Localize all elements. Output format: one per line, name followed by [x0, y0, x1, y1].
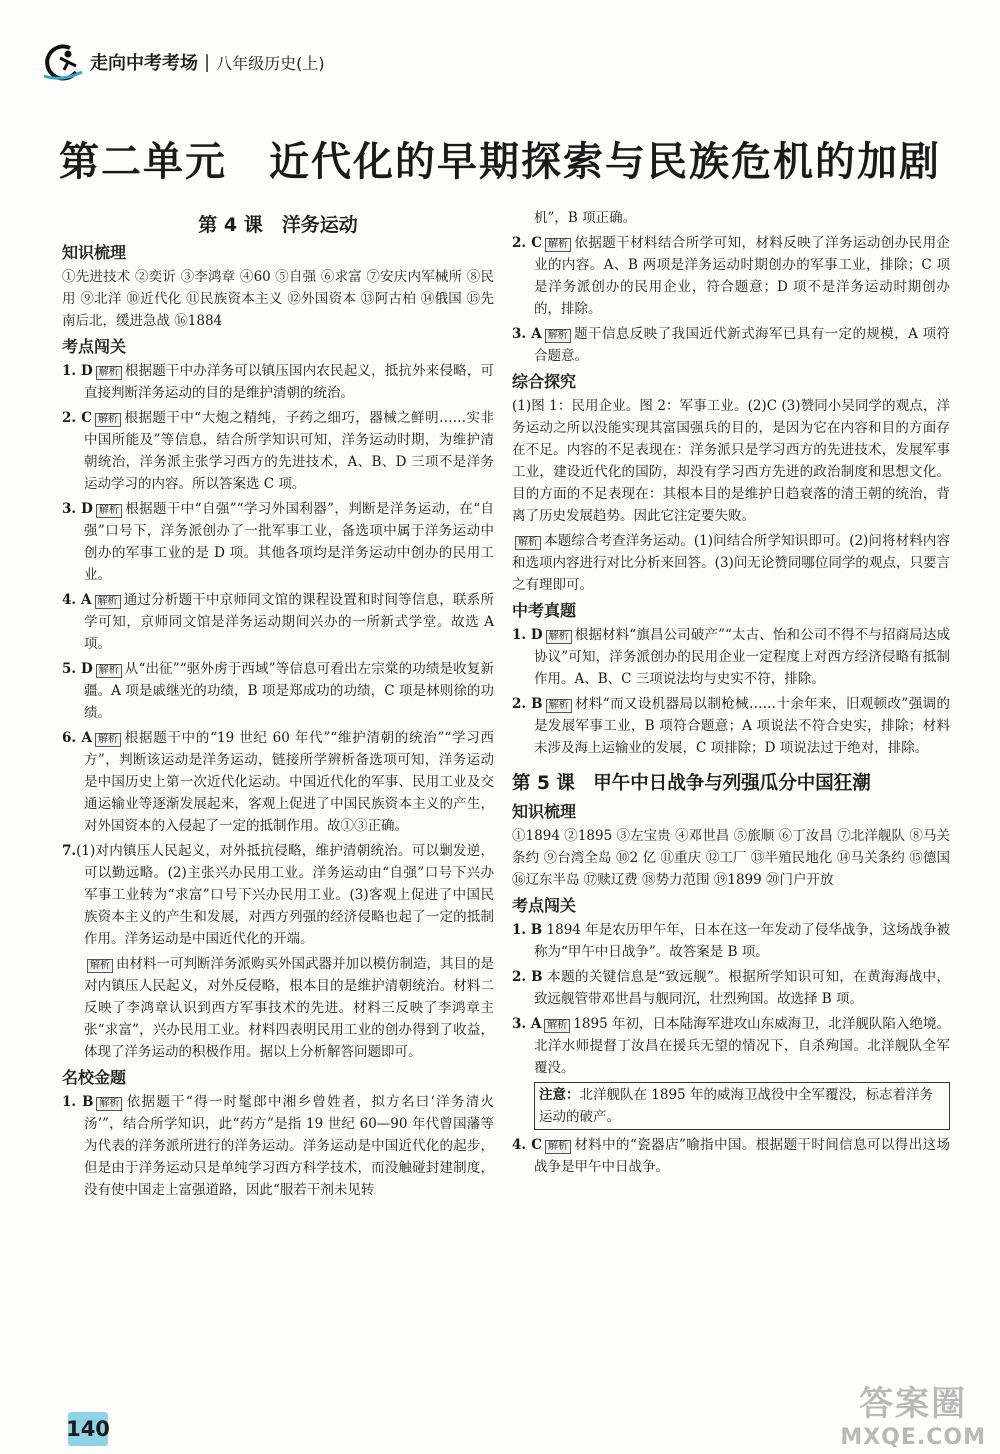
unit-title: 第二单元 近代化的早期探索与民族危机的加剧	[59, 139, 941, 185]
answer-text: 依据题干“得一时髦郎中湘乡曾姓者，拟方名曰‘洋务清火汤’”，结合所学知识，此“药方”是指 19 世纪 60—90 年代曾国藩等为代表的洋务派所进行的洋务运动。洋务运动是中国近代化的起步，但是由于洋务运动只是单纯学习西方科学技术，而没触碰封建制度，没有使中国走上富强道路，因此“服若干剂未见转	[84, 1094, 494, 1198]
school-heading: 名校金题	[62, 1068, 127, 1087]
answer-item	[62, 658, 494, 724]
explore-analysis	[512, 530, 950, 596]
answer-item	[512, 966, 950, 1010]
answer-text: 从“出征”“驱外虏于西域”等信息可看出左宗棠的功绩是收复新疆。A 项是戚继光的功绩，B 项是郑成功的功绩，C 项是林则徐的功绩。	[84, 661, 494, 721]
header-separator: |	[204, 51, 211, 73]
answer-item	[512, 1134, 950, 1178]
answer-number: 7.	[62, 843, 77, 859]
answer-text: 材料中的“瓷器店”喻指中国。根据题干时间信息可以得出这场战争是甲午中日战争。	[534, 1137, 950, 1175]
answer-number: 1. D	[512, 627, 543, 643]
knowledge-heading: 知识梳理	[62, 243, 127, 262]
continued-text: 机”，B 项正确。	[534, 210, 637, 226]
answer-text: 根据题干中“大炮之精纯，子药之细巧，器械之鲜明……实非中国所能及”等信息，结合所学知识可知，洋务运动时期，为维护清朝统治，洋务派主张学习西方的先进技术，A、B、D 三项不是洋务运动学习的内容。所以答案选 C 项。	[84, 410, 494, 492]
answer-item	[62, 498, 494, 586]
answer-number: 3. D	[62, 501, 93, 517]
analysis-tag: 解析	[545, 1140, 571, 1154]
answer-text: 本题的关键信息是“致远舰”。根据所学知识可知，在黄海海战中，致远舰管带邓世昌与舰同沉，壮烈殉国。故选择 B 项。	[534, 969, 950, 1007]
analysis-tag: 解析	[96, 664, 122, 678]
answer-item-7	[62, 840, 494, 950]
note-label: 注意：	[539, 1087, 580, 1103]
answer-number: 2. B	[512, 696, 543, 712]
analysis-tag: 解析	[87, 959, 113, 973]
answer-text: 材料“而又设机器局以制枪械……十余年来，旧观顿改”强调的是发展军事工业，B 项符合题意；A 项说法不符合史实，排除；材料未涉及海上运输业的发展，C 项排除；D 项说法过于绝对，排除。	[534, 696, 950, 756]
answer-item	[62, 1091, 494, 1201]
answer-text: 1895 年初，日本陆海军进攻山东威海卫，北洋舰队陷入绝境。北洋水师提督丁汝昌在援兵无望的情况下，自杀殉国。北洋舰队全军覆没。	[534, 1016, 950, 1076]
answer-item	[512, 1013, 950, 1079]
answer-item	[62, 360, 494, 404]
answer-number: 3. A	[512, 326, 542, 342]
analysis-tag: 解析	[544, 1019, 570, 1033]
answer-item	[512, 919, 950, 963]
analysis-tag: 解析	[96, 366, 122, 380]
answer-item	[512, 232, 950, 320]
answer-number: 6. A	[62, 730, 92, 746]
answer-number: 5. D	[62, 661, 93, 677]
right-column	[512, 207, 950, 1181]
answer-number: 1. D	[62, 363, 93, 379]
answer-item	[512, 693, 950, 759]
answer-number: 2. C	[512, 235, 542, 251]
analysis-tag: 解析	[515, 536, 541, 550]
page-number: 140	[68, 1412, 108, 1446]
answer-text: 题干信息反映了我国近代新式海军已具有一定的规模，A 项符合题意。	[534, 326, 950, 364]
analysis-text: 本题综合考查洋务运动。(1)问结合所学知识即可。(2)问将材料内容和选项内容进行对比分析来回答。(3)问无论赞同哪位同学的观点，只要言之有理即可。	[512, 533, 950, 593]
analysis-tag: 解析	[545, 238, 571, 252]
exam-heading: 考点闯关	[62, 337, 127, 356]
analysis-tag: 解析	[96, 1097, 122, 1111]
knowledge-answers: ①1894 ②1895 ③左宝贵 ④邓世昌 ⑤旅顺 ⑥丁汝昌 ⑦北洋舰队 ⑧马关条约 ⑨台湾全岛 ⑩2 亿 ⑪重庆 ⑫工厂 ⑬半殖民地化 ⑭马关条约 ⑮德国 ⑯辽东半岛 ⑰赎辽费 ⑱势力范围 ⑲1899 ⑳门户开放	[512, 828, 950, 888]
watermark-logo-text: 答案圈	[859, 1384, 968, 1424]
analysis-tag: 解析	[546, 630, 572, 644]
answer-item	[62, 727, 494, 837]
answer-item-7-analysis	[62, 953, 494, 1063]
answer-text: 依据题干材料结合所学可知，材料反映了洋务运动创办民用企业的内容。A、B 两项是洋务运动时期创办的军事工业，排除；C 项是洋务派创办的民用企业，符合题意；D 项不是洋务运动时期创办的，排除。	[534, 235, 950, 317]
answer-number: 2. B	[512, 969, 543, 985]
answer-text: 根据题干中的“19 世纪 60 年代”“维护清朝的统治”“学习西方”，判断该运动是洋务运动，链接所学辨析备选项可知，洋务运动是中国历史上第一次近代化运动。中国近代化的军事、民用工业及交通运输业等逐渐发展起来，客观上促进了中国民族资本主义的产生，对外国资本的入侵起了一定的抵制作用。故①③正确。	[84, 730, 494, 834]
note-text: 北洋舰队在 1895 年的威海卫战役中全军覆没，标志着洋务运动的破产。	[539, 1087, 933, 1125]
analysis-tag: 解析	[95, 413, 121, 427]
analysis-tag: 解析	[95, 733, 121, 747]
answer-text: 根据题干中“自强”“学习外国利器”，判断是洋务运动，在“自强”口号下，洋务派创办了一批军事工业，备选项中属于洋务运动中创办的军事工业的是 D 项。其他各项均是洋务运动中创办的民用工业。	[84, 501, 494, 583]
analysis-tag: 解析	[545, 329, 571, 343]
runner-logo-icon	[40, 42, 86, 82]
explore-answer: (1)图 1：民用企业。图 2：军事工业。(2)C (3)赞同小吴同学的观点，洋务运动之所以没能实现其富国强兵的目的，是因为它在内容和目的方面存在不足。内容的不足表现在：洋务派只是学习西方的先进技术，发展军事工业，建设近代化的国防，却没有学习西方先进的政治制度和思想文化。目的方面的不足表现在：其根本目的是维护日趋衰落的清王朝的统治，背离了历史发展趋势。因此它注定要失败。	[512, 398, 950, 524]
answer-text: 通过分析题干中京师同文馆的课程设置和时间等信息，联系所学可知，京师同文馆是洋务运动期间兴办的一所新式学堂。故选 A 项。	[84, 592, 494, 652]
answer-text: (1)对内镇压人民起义，对外抵抗侵略，维护清朝统治。可以剿发逆，可以勤远略。(2)主张兴办民用工业。洋务运动由“自强”口号下兴办军事工业转为“求富”口号下兴办民用工业。(3)客观上促进了中国民族资本主义的产生和发展，对西方列强的经济侵略也起了一定的抵制作用。洋务运动是中国近代化的开端。	[76, 843, 494, 947]
analysis-tag: 解析	[95, 595, 121, 609]
answer-text: 1894 年是农历甲午年，日本在这一年发动了侵华战争，这场战争被称为“甲午中日战争”。故答案是 B 项。	[534, 922, 950, 960]
left-column	[62, 214, 494, 1204]
lesson-5-title: 第 5 课 甲午中日战争与列强瓜分中国狂潮	[512, 773, 871, 794]
analysis-tag: 解析	[546, 699, 572, 713]
answer-item	[512, 323, 950, 367]
answer-number: 2. C	[62, 410, 93, 426]
analysis-text: 由材料一可判断洋务派购买外国武器并加以模仿制造，其目的是对内镇压人民起义，对外反侵略，根本目的是维护清朝统治。材料二反映了李鸿章认识到西方军事技术的先进。材料三反映了李鸿章主张“求富”，兴办民用工业。材料四表明民用工业的创办得到了收益，体现了洋务运动的积极作用。据以上分析解答问题即可。	[84, 956, 494, 1060]
answer-number: 1. B	[512, 922, 543, 938]
answer-number: 4. C	[512, 1137, 542, 1153]
site-watermark	[840, 1376, 986, 1450]
page-header	[40, 42, 325, 82]
answer-text: 根据材料“旗昌公司破产”“太古、怡和公司不得不与招商局达成协议”可知，洋务派创办的民用企业一定程度上对西方经济侵略有抵制作用。A、B、C 三项说法均与史实不符，排除。	[534, 627, 950, 687]
brand-name: 走向中考考场	[90, 53, 198, 74]
answer-text: 根据题干中办洋务可以镇压国内农民起义，抵抗外来侵略，可直接判断洋务运动的目的是维护清朝的统治。	[84, 363, 494, 401]
note-box	[534, 1082, 950, 1130]
knowledge-heading: 知识梳理	[512, 802, 577, 821]
answer-item	[62, 407, 494, 495]
lesson-4-title: 第 4 课 洋务运动	[198, 214, 358, 236]
answer-item	[512, 624, 950, 690]
book-grade: 八年级历史(上)	[216, 53, 325, 73]
answer-number: 1. B	[62, 1094, 94, 1110]
explore-heading: 综合探究	[512, 372, 577, 391]
answer-item	[62, 589, 494, 655]
zhongkao-heading: 中考真题	[512, 601, 577, 620]
answer-number: 3. A	[512, 1016, 542, 1032]
watermark-domain: MXQE.COM	[840, 1425, 986, 1450]
answer-number: 4. A	[62, 592, 92, 608]
knowledge-answers: ①先进技术 ②奕䜣 ③李鸿章 ④60 ⑤自强 ⑥求富 ⑦安庆内军械所 ⑧民用 ⑨北洋 ⑩近代化 ⑪民族资本主义 ⑫外国资本 ⑬阿古柏 ⑭俄国 ⑮先南后北，缓进急战 ⑯1884	[62, 269, 494, 329]
exam-heading: 考点闯关	[512, 896, 577, 915]
analysis-tag: 解析	[96, 504, 122, 518]
